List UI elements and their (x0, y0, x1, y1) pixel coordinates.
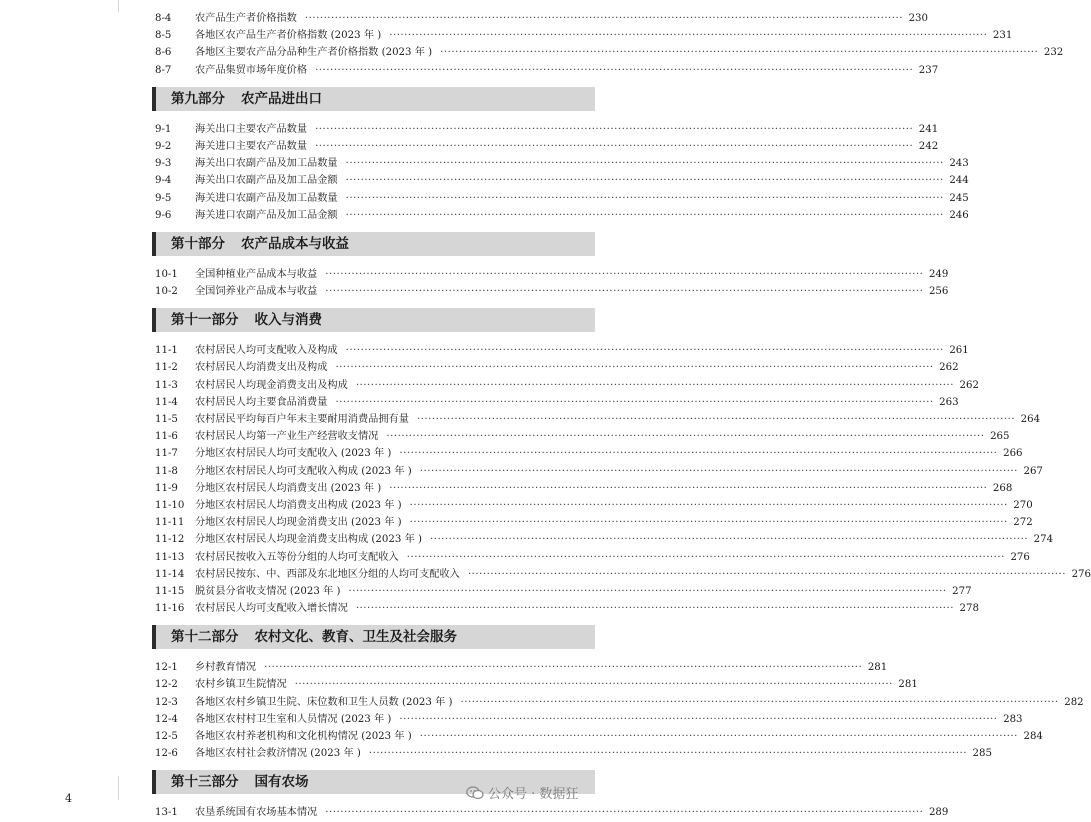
entry-number: 12-3 (155, 696, 178, 708)
toc-entry[interactable] (155, 428, 1010, 445)
toc-entry[interactable] (155, 155, 969, 172)
entry-title: 乡村教育情况 (195, 662, 257, 674)
entry-page: 281 (867, 662, 888, 674)
entry-page: 282 (1064, 696, 1084, 708)
section-title: 收入与消费 (254, 312, 322, 329)
entry-title: 农村居民人均可支配收入增长情况 (195, 603, 348, 615)
wechat-icon (466, 786, 484, 800)
toc-entry[interactable] (155, 676, 918, 693)
dot-leader: ································································································································································ (389, 30, 988, 42)
toc-entry[interactable] (155, 728, 1043, 745)
section-title: 农村文化、教育、卫生及社会服务 (254, 629, 457, 646)
entry-title: 各地区农村村卫生室和人员情况 (2023 年 ) (195, 713, 392, 725)
toc-entry[interactable] (155, 463, 1043, 480)
entry-number: 12-5 (155, 731, 178, 742)
entry-page: 262 (959, 379, 979, 391)
dot-leader: ································································································································································ (389, 482, 988, 494)
entry-page: 245 (949, 192, 969, 204)
entry-title: 分地区农村居民人均消费支出 (2023 年 ) (195, 482, 382, 494)
dot-leader: ································································································································································ (429, 534, 1029, 546)
toc-entry[interactable] (155, 342, 969, 359)
entry-number: 12-4 (155, 713, 178, 725)
entry-number: 11-14 (155, 568, 185, 580)
entry-page: 285 (972, 748, 992, 760)
entry-page: 276 (1010, 551, 1030, 563)
entry-title: 农垦系统国有农场基本情况 (195, 807, 318, 819)
section-part-label: 第十部分 (171, 235, 225, 252)
entry-page: 283 (1003, 713, 1023, 725)
section-header (152, 625, 595, 649)
dot-leader: ································································································································································ (419, 465, 1018, 477)
dot-leader: ································································································································································ (304, 13, 904, 24)
entry-number: 9-5 (155, 192, 172, 204)
dot-leader: ································································································································································ (460, 696, 1059, 708)
watermark-text: 公众号 · 数据狂 (488, 787, 579, 802)
entry-number: 11-6 (155, 431, 178, 443)
dot-leader: ································································································································································ (345, 158, 944, 170)
entry-title: 农村居民人均主要食品消费量 (195, 396, 328, 408)
toc-entry[interactable] (155, 745, 992, 762)
entry-number: 9-1 (155, 123, 172, 135)
toc-entry[interactable] (155, 172, 969, 189)
toc-entry[interactable] (155, 694, 1084, 711)
dot-leader: ································································································································································ (345, 345, 944, 357)
entry-page: 263 (939, 396, 959, 408)
entry-number: 11-15 (155, 585, 185, 597)
entry-number: 11-13 (155, 551, 185, 563)
entry-title: 各地区主要农产品分品种生产者价格指数 (2023 年 ) (195, 47, 433, 59)
toc-entry[interactable] (155, 514, 1033, 531)
entry-title: 分地区农村居民人均现金消费支出 (2023 年 ) (195, 517, 402, 529)
entry-page: 268 (992, 482, 1013, 494)
toc-entry[interactable] (155, 583, 972, 600)
toc-entry[interactable] (155, 394, 959, 411)
entry-number: 9-6 (155, 209, 172, 221)
entry-title: 分地区农村居民人均消费支出构成 (2023 年 ) (195, 499, 402, 511)
dot-leader: ································································································································································ (409, 517, 1008, 529)
entry-number: 11-2 (155, 362, 178, 374)
entry-page: 270 (1013, 499, 1033, 511)
entry-number: 8-4 (155, 13, 172, 24)
entry-title: 脱贫县分省收支情况 (2023 年 ) (195, 585, 341, 597)
dot-leader: ································································································································································ (335, 396, 934, 408)
entry-title: 各地区农村社会救济情况 (2023 年 ) (195, 748, 361, 760)
entry-number: 11-8 (155, 465, 178, 477)
entry-page: 281 (898, 679, 918, 691)
entry-title: 海关出口农副产品及加工品金额 (195, 175, 338, 187)
entry-number: 11-7 (155, 448, 178, 460)
toc-entry[interactable] (155, 359, 959, 376)
dot-leader: ································································································································································ (335, 362, 934, 374)
page-number: 4 (65, 792, 72, 805)
entry-page: 267 (1023, 465, 1043, 477)
toc-entry[interactable] (155, 27, 1013, 44)
entry-title: 农村居民按收入五等份分组的人均可支配收入 (195, 551, 399, 563)
entry-number: 11-12 (155, 534, 185, 546)
toc-entry[interactable] (155, 659, 888, 676)
entry-page: 232 (1043, 47, 1064, 59)
toc-entry[interactable] (155, 377, 979, 394)
dot-leader: ································································································································································ (467, 568, 1067, 580)
dot-leader: ································································································································································ (264, 662, 863, 674)
toc-entry[interactable] (155, 711, 1023, 728)
entry-title: 农村居民按东、中、西部及东北地区分组的人均可支配收入 (195, 568, 460, 580)
dot-leader: ································································································································································ (325, 807, 924, 819)
dot-leader: ································································································································································ (399, 448, 998, 460)
dot-leader: ································································································································································ (355, 603, 954, 615)
entry-title: 农村居民人均可支配收入及构成 (195, 345, 338, 357)
dot-leader: ································································································································································ (440, 47, 1039, 59)
entry-title: 农村居民平均每百户年末主要耐用消费品拥有量 (195, 414, 409, 425)
entry-page: 272 (1013, 517, 1033, 529)
entry-page: 274 (1033, 534, 1054, 546)
entry-title: 海关进口农副产品及加工品金额 (195, 209, 338, 221)
entry-page: 230 (908, 13, 929, 24)
section-part-label: 第十一部分 (171, 312, 239, 329)
dot-leader: ································································································································································ (294, 679, 893, 691)
entry-title: 海关进口农副产品及加工品数量 (195, 192, 338, 204)
toc-entry[interactable] (155, 138, 939, 155)
entry-page: 261 (949, 345, 969, 357)
entry-page: 243 (949, 158, 969, 170)
toc-entry[interactable] (155, 62, 939, 79)
entry-title: 各地区农村乡镇卫生院、床位数和卫生人员数 (2023 年 ) (195, 696, 453, 708)
dot-leader: ································································································································································ (386, 431, 985, 443)
dot-leader: ································································································································································ (345, 209, 944, 221)
entry-title: 农村居民人均消费支出及构成 (195, 362, 328, 374)
entry-title: 农村乡镇卫生院情况 (195, 679, 287, 691)
entry-page: 249 (928, 268, 949, 280)
entry-title: 农产品生产者价格指数 (195, 13, 297, 24)
entry-number: 11-11 (155, 517, 185, 529)
entry-number: 9-3 (155, 158, 172, 170)
entry-title: 分地区农村居民人均可支配收入构成 (2023 年 ) (195, 465, 412, 477)
dot-leader: ································································································································································ (419, 731, 1018, 742)
entry-title: 分地区农村居民人均可支配收入 (2023 年 ) (195, 448, 392, 460)
entry-page: 246 (949, 209, 969, 221)
section-part-label: 第九部分 (171, 90, 225, 107)
entry-number: 8-5 (155, 30, 172, 42)
entry-number: 9-2 (155, 140, 172, 152)
entry-title: 海关出口农副产品及加工品数量 (195, 158, 338, 170)
entry-number: 12-1 (155, 662, 178, 674)
entry-page: 231 (992, 30, 1013, 42)
toc-entry[interactable] (155, 804, 949, 821)
toc-entry[interactable] (155, 10, 929, 27)
toc-entry[interactable] (155, 480, 1013, 497)
entry-title: 分地区农村居民人均现金消费支出构成 (2023 年 ) (195, 534, 422, 546)
page-gutter-line-top (118, 0, 119, 12)
table-of-contents (155, 10, 1091, 822)
entry-page: 289 (928, 807, 949, 819)
entry-number: 8-7 (155, 64, 172, 76)
entry-number: 11-4 (155, 396, 178, 408)
entry-page: 242 (918, 140, 939, 152)
toc-entry[interactable] (155, 44, 1064, 61)
entry-title: 各地区农村养老机构和文化机构情况 (2023 年 ) (195, 731, 412, 742)
entry-number: 11-5 (155, 414, 178, 425)
entry-page: 264 (1020, 414, 1041, 425)
entry-page: 237 (918, 64, 939, 76)
watermark (466, 783, 578, 802)
toc-entry[interactable] (155, 411, 1041, 428)
entry-page: 284 (1023, 731, 1043, 742)
toc-entry[interactable] (155, 497, 1033, 514)
entry-title: 农产品集贸市场年度价格 (195, 64, 308, 76)
entry-title: 海关出口主要农产品数量 (195, 123, 308, 135)
entry-number: 11-10 (155, 499, 185, 511)
toc-entry[interactable] (155, 207, 969, 224)
entry-page: 277 (952, 585, 972, 597)
entry-title: 农村居民人均第一产业生产经营收支情况 (195, 431, 379, 443)
dot-leader: ································································································································································ (406, 551, 1005, 563)
toc-entry[interactable] (155, 549, 1030, 566)
section-part-label: 第十二部分 (171, 629, 239, 646)
entry-number: 11-9 (155, 482, 178, 494)
entry-page: 262 (939, 362, 959, 374)
toc-entry[interactable] (155, 531, 1054, 548)
entry-page: 244 (949, 175, 969, 187)
section-title: 国有农场 (254, 774, 309, 791)
section-title: 农产品成本与收益 (241, 235, 349, 252)
dot-leader: ································································································································································ (325, 286, 924, 298)
dot-leader: ································································································································································ (315, 123, 914, 135)
entry-page: 241 (918, 123, 939, 135)
dot-leader: ································································································································································ (345, 175, 944, 187)
entry-title: 农村居民人均现金消费支出及构成 (195, 379, 348, 391)
entry-page: 278 (959, 603, 979, 615)
section-header (152, 308, 595, 332)
section-header (152, 232, 595, 256)
entry-page: 256 (928, 286, 949, 298)
entry-page: 266 (1003, 448, 1023, 460)
entry-number: 9-4 (155, 175, 172, 187)
toc-entry[interactable] (155, 190, 969, 207)
dot-leader: ································································································································································ (355, 379, 954, 391)
entry-number: 12-2 (155, 679, 178, 691)
section-header (152, 87, 595, 111)
dot-leader: ································································································································································ (315, 64, 914, 76)
entry-number: 13-1 (155, 807, 178, 819)
entry-number: 10-2 (155, 286, 178, 298)
entry-title: 各地区农产品生产者价格指数 (2023 年 ) (195, 30, 382, 42)
toc-entry[interactable] (155, 566, 1091, 583)
entry-number: 10-1 (155, 268, 178, 280)
entry-number: 11-1 (155, 345, 178, 357)
toc-entry[interactable] (155, 121, 939, 138)
toc-entry[interactable] (155, 283, 949, 300)
dot-leader: ································································································································································ (409, 499, 1008, 511)
entry-title: 海关进口主要农产品数量 (195, 140, 308, 152)
dot-leader: ································································································································································ (348, 585, 947, 597)
entry-page: 265 (990, 431, 1010, 443)
entry-number: 11-16 (155, 603, 185, 615)
entry-title: 全国饲养业产品成本与收益 (195, 286, 318, 298)
section-part-label: 第十三部分 (171, 774, 239, 791)
section-title: 农产品进出口 (241, 90, 322, 107)
dot-leader: ································································································································································ (325, 268, 924, 280)
dot-leader: ································································································································································ (368, 748, 967, 760)
toc-entry[interactable] (155, 266, 949, 283)
dot-leader: ································································································································································ (399, 713, 998, 725)
toc-entry[interactable] (155, 600, 979, 617)
entry-page: 276 (1071, 568, 1091, 580)
dot-leader: ································································································································································ (416, 414, 1016, 425)
entry-number: 8-6 (155, 47, 172, 59)
toc-entry[interactable] (155, 445, 1023, 462)
entry-number: 12-6 (155, 748, 178, 760)
entry-number: 11-3 (155, 379, 178, 391)
page-gutter-line-bottom (118, 776, 119, 800)
dot-leader: ································································································································································ (315, 140, 914, 152)
dot-leader: ································································································································································ (345, 192, 944, 204)
entry-title: 全国种植业产品成本与收益 (195, 268, 318, 280)
